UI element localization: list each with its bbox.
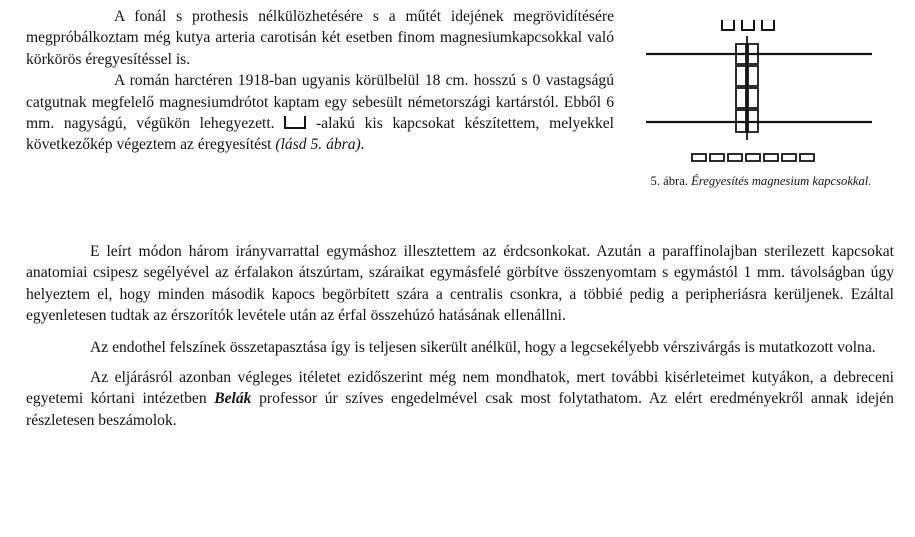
paragraph-conclusion-end: professor úr szíves engedelmével csak most folytathatom. Az elért eredményekről annak idején részletesen beszámolok. [26, 390, 894, 429]
paragraph-endothel: Az endothel felszínek összetapasztása így is teljesen sikerült anélkül, hogy a legcsekélyebb vérszivárgás is mutatkozott volna. [90, 338, 876, 356]
paragraph-conclusion-start: Az eljárásról azonban végleges itéletet ezidőszerint még nem mondhatok, mert további kisérleteimet kutyákon, a debreceni egyetemi kórtani intézetben [26, 369, 894, 408]
bottom-clip-chain [692, 154, 814, 161]
figure-5-caption [626, 173, 896, 189]
figure-5-diagram [626, 6, 896, 226]
professor-name: Belák [214, 390, 252, 408]
paragraph-romanian-front-start: A román harctéren 1918-ban ugyanis körülbelül 18 cm. hosszú s 0 vastagságú catgutnak megfelelő magnesiumdrótot kaptam egy sebesült németországi kartárstól. Ebből 6 mm. nagyságú, végükön lehegyezett. [26, 72, 614, 133]
vessel-anastomosis-drawing [626, 6, 896, 176]
top-text-column [26, 6, 614, 156]
paragraph-intro: A fonál s prothesis nélkülözhetésére s a műtét idejének megrövidítésére megpróbálkoztam még kutya arteria carotisán két esetben finom magnesiumkapcsokkal való körkörös éregyesítéssel is. [26, 8, 614, 68]
figure-caption-number: 5. ábra. [650, 174, 688, 188]
paragraph-conclusion [26, 367, 894, 431]
figure-caption-text: Éregyesítés magnesium kapcsokkal. [691, 174, 872, 188]
paragraph-romanian-front-end: -alakú kis kapcsokat készítettem, melyekkel következőkép végeztem az éregyesítést [26, 115, 615, 154]
paragraph-procedure: E leírt módon három irányvarrattal egymáshoz illesztettem az érdcsonkokat. Azután a paraffinolajban sterilezett kapcsokat anatomiai csipesz segélyével az érfalakon átszúrtam, száraikat egymásfelé görbítve összenyomtam s egymástól 1 mm. távolságban úgy helyeztem el, hogy minden második kapocs begörbített szára a centralis csonkra, a többié pedig a peripheriásra kerüljenek. Ezáltal egyenletesen tudtak az érszorítók levétele után az érfal összehúzó hatásának ellenállni. [26, 243, 894, 325]
body-text [26, 241, 894, 441]
figure-reference: (lásd 5. ábra). [275, 136, 365, 154]
vessel-walls [646, 54, 872, 122]
top-clip-row [722, 20, 774, 30]
u-bracket-glyph [284, 116, 306, 129]
paragraph-romanian-front [26, 70, 614, 156]
joint-clips [736, 36, 758, 140]
